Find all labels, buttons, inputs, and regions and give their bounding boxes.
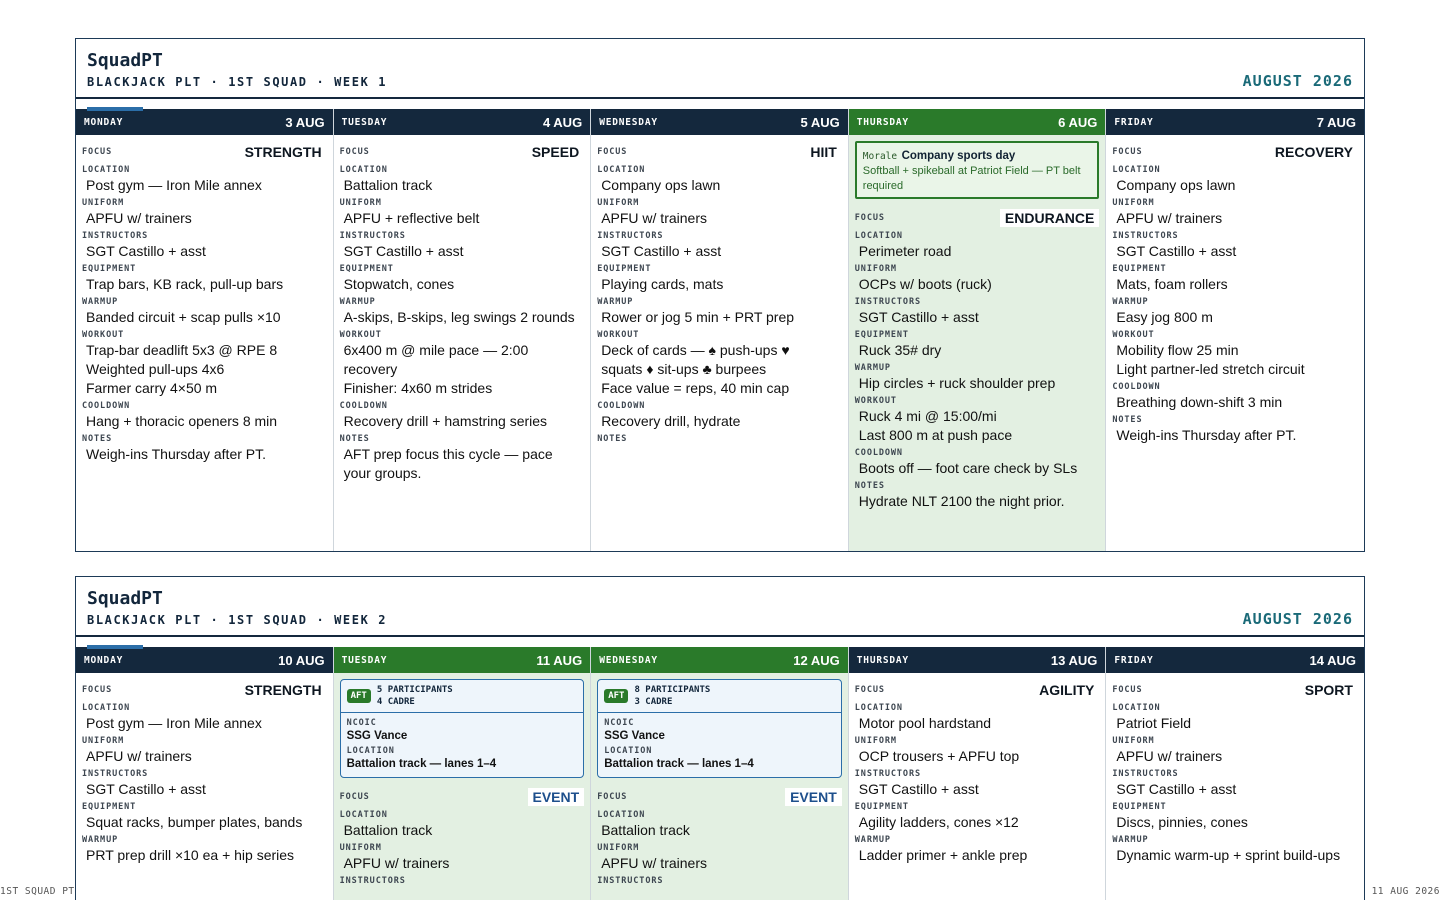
instructors-value: SGT Castillo + asst <box>601 243 722 259</box>
location-label: LOCATION <box>82 703 131 713</box>
day-date: 11 AUG <box>536 652 583 668</box>
workout-line: squats ♦ sit-ups ♣ burpees <box>601 361 767 377</box>
uniform-value: APFU w/ trainers <box>1116 210 1223 226</box>
workout-line: Last 800 m at push pace <box>858 427 1013 443</box>
cooldown-value: Breathing down-shift 3 min <box>1116 394 1283 410</box>
uniform-value: APFU + reflective belt <box>343 210 480 226</box>
uniform-label: UNIFORM <box>339 843 382 853</box>
day-header <box>334 647 591 673</box>
equipment-value: Agility ladders, cones ×12 <box>858 814 1019 830</box>
location-label: LOCATION <box>854 703 903 713</box>
instructors-value: SGT Castillo + asst <box>858 309 979 325</box>
warmup-label: WARMUP <box>1112 835 1149 845</box>
day-column-wednesday[interactable] <box>591 109 849 551</box>
workout-label: WORKOUT <box>854 396 897 406</box>
cooldown-value: Recovery drill, hydrate <box>601 413 741 429</box>
warmup-label: WARMUP <box>854 363 891 373</box>
ncoic-value: SSG Vance <box>346 730 408 742</box>
instructors-label: INSTRUCTORS <box>1112 231 1179 241</box>
equipment-label: EQUIPMENT <box>1112 264 1167 274</box>
cooldown-label: COOLDOWN <box>82 401 131 411</box>
day-column-monday[interactable] <box>76 647 334 900</box>
cooldown-label: COOLDOWN <box>1112 382 1161 392</box>
workout-line: Finisher: 4x60 m strides <box>343 380 493 396</box>
uniform-value: APFU w/ trainers <box>86 748 192 764</box>
day-header <box>76 647 333 673</box>
focus-row <box>597 786 842 807</box>
equipment-label: EQUIPMENT <box>82 264 137 274</box>
equipment-label: EQUIPMENT <box>854 330 909 340</box>
location-value: Perimeter road <box>858 243 952 259</box>
week-subtitle: BLACKJACK PLT · 1ST SQUAD · WEEK 1 <box>87 75 388 89</box>
workout-line: Light partner-led stretch circuit <box>1116 361 1305 377</box>
morale-event-card[interactable] <box>855 141 1100 199</box>
day-date: 12 AUG <box>793 652 840 668</box>
focus-row <box>597 141 842 162</box>
day-date: 10 AUG <box>278 652 325 668</box>
cadre-count: 4 CADRE <box>376 697 415 707</box>
location-value: Battalion track <box>601 822 690 838</box>
week-header <box>76 577 1364 637</box>
workout-line: Mobility flow 25 min <box>1116 342 1239 358</box>
focus-value: AGILITY <box>1039 681 1095 698</box>
warmup-value: Rower or jog 5 min + PRT prep <box>601 309 795 325</box>
footer-date: 11 AUG 2026 <box>1371 886 1440 897</box>
day-name: FRIDAY <box>1114 654 1154 666</box>
uniform-label: UNIFORM <box>854 264 897 274</box>
instructors-label: INSTRUCTORS <box>1112 769 1179 779</box>
day-date: 7 AUG <box>1316 114 1356 130</box>
cooldown-value: Hang + thoracic openers 8 min <box>86 413 278 429</box>
instructors-label: INSTRUCTORS <box>339 231 406 241</box>
week-accent-bar <box>87 645 143 649</box>
equipment-value: Playing cards, mats <box>601 276 724 292</box>
location-label: LOCATION <box>339 810 388 820</box>
focus-row <box>1112 679 1358 700</box>
day-header <box>1106 647 1364 673</box>
day-column-thursday[interactable] <box>849 647 1107 900</box>
equipment-value: Discs, pinnies, cones <box>1116 814 1248 830</box>
day-header <box>76 109 333 135</box>
app-title: SquadPT <box>87 50 163 71</box>
instructors-label: INSTRUCTORS <box>854 769 921 779</box>
warmup-value: PRT prep drill ×10 ea + hip series <box>86 847 295 863</box>
day-column-friday[interactable] <box>1106 647 1364 900</box>
focus-label: FOCUS <box>597 146 628 157</box>
day-header <box>591 647 848 673</box>
warmup-value: Easy jog 800 m <box>1116 309 1213 325</box>
aft-event-card[interactable] <box>597 679 842 778</box>
week-card-1 <box>75 38 1365 552</box>
morale-description: Softball + spikeball at Patriot Field — PT belt required <box>862 165 1081 192</box>
instructors-label: INSTRUCTORS <box>597 876 664 886</box>
instructors-value: SGT Castillo + asst <box>343 243 464 259</box>
instructors-value: SGT Castillo + asst <box>1116 781 1237 797</box>
focus-label: FOCUS <box>597 791 628 802</box>
ncoic-value: SSG Vance <box>604 730 665 742</box>
aft-event-card[interactable] <box>340 679 585 778</box>
warmup-label: WARMUP <box>854 835 891 845</box>
cooldown-value: Recovery drill + hamstring series <box>343 413 548 429</box>
equipment-value: Trap bars, KB rack, pull-up bars <box>86 276 284 292</box>
focus-row <box>855 207 1100 228</box>
notes-label: NOTES <box>1112 415 1143 425</box>
week-accent-bar <box>87 107 143 111</box>
uniform-value: APFU w/ trainers <box>86 210 192 226</box>
day-name: WEDNESDAY <box>599 654 658 666</box>
day-date: 13 AUG <box>1050 652 1098 668</box>
focus-row <box>340 141 585 162</box>
workout-line: recovery <box>343 361 398 377</box>
warmup-value: A-skips, B-skips, leg swings 2 rounds <box>343 309 575 325</box>
notes-line: Weigh-ins Thursday after PT. <box>86 446 267 462</box>
cooldown-value: Boots off — foot care check by SLs <box>858 460 1078 476</box>
equipment-value: Squat racks, bumper plates, bands <box>86 814 303 830</box>
day-name: TUESDAY <box>341 116 388 128</box>
day-column-friday[interactable] <box>1106 109 1364 551</box>
uniform-label: UNIFORM <box>82 198 125 208</box>
aft-location-label: LOCATION <box>604 746 653 756</box>
day-date: 5 AUG <box>800 114 840 130</box>
day-date: 6 AUG <box>1058 114 1098 130</box>
equipment-value: Mats, foam rollers <box>1116 276 1228 292</box>
day-date: 3 AUG <box>285 114 325 130</box>
location-label: LOCATION <box>854 231 903 241</box>
day-header <box>849 647 1106 673</box>
workout-line: 6x400 m @ mile pace — 2:00 <box>343 342 529 358</box>
uniform-value: APFU w/ trainers <box>343 855 450 871</box>
warmup-label: WARMUP <box>1112 297 1149 307</box>
notes-line: Weigh-ins Thursday after PT. <box>1116 427 1297 443</box>
workout-line: Farmer carry 4×50 m <box>86 380 218 396</box>
day-name: WEDNESDAY <box>599 116 658 128</box>
focus-label: FOCUS <box>82 684 113 695</box>
day-header <box>1106 109 1364 135</box>
focus-value: RECOVERY <box>1274 143 1353 160</box>
location-value: Motor pool hardstand <box>858 715 992 731</box>
notes-label: NOTES <box>854 481 885 491</box>
location-value: Battalion track <box>343 822 433 838</box>
workout-label: WORKOUT <box>82 330 125 340</box>
warmup-value: Dynamic warm-up + sprint build-ups <box>1116 847 1341 863</box>
day-name: MONDAY <box>84 654 124 666</box>
aft-location-value: Battalion track — lanes 1–4 <box>346 758 497 770</box>
focus-label: FOCUS <box>339 146 370 157</box>
uniform-label: UNIFORM <box>854 736 897 746</box>
focus-value: SPEED <box>531 143 580 160</box>
notes-line: your groups. <box>343 465 422 481</box>
location-value: Post gym — Iron Mile annex <box>86 715 262 731</box>
workout-label: WORKOUT <box>1112 330 1155 340</box>
location-label: LOCATION <box>82 165 131 175</box>
focus-value: SPORT <box>1304 681 1353 698</box>
focus-value: ENDURANCE <box>1000 209 1099 227</box>
location-value: Patriot Field <box>1116 715 1192 731</box>
location-label: LOCATION <box>1112 703 1161 713</box>
warmup-label: WARMUP <box>597 297 634 307</box>
focus-label: FOCUS <box>82 146 113 157</box>
workout-label: WORKOUT <box>339 330 382 340</box>
day-name: FRIDAY <box>1114 116 1154 128</box>
aft-location-value: Battalion track — lanes 1–4 <box>604 758 754 770</box>
uniform-value: APFU w/ trainers <box>601 210 707 226</box>
warmup-label: WARMUP <box>82 835 119 845</box>
workout-line: Deck of cards — ♠ push-ups ♥ <box>601 342 790 358</box>
focus-value: STRENGTH <box>244 681 322 698</box>
focus-row <box>855 679 1100 700</box>
focus-label: FOCUS <box>1112 146 1143 157</box>
day-column-wednesday[interactable] <box>591 647 849 900</box>
location-value: Company ops lawn <box>1116 177 1236 193</box>
equipment-label: EQUIPMENT <box>854 802 909 812</box>
focus-value: EVENT <box>528 788 585 806</box>
instructors-label: INSTRUCTORS <box>82 231 149 241</box>
uniform-value: APFU w/ trainers <box>1116 748 1223 764</box>
day-name: MONDAY <box>84 116 124 128</box>
day-header <box>849 109 1106 135</box>
week-subtitle: BLACKJACK PLT · 1ST SQUAD · WEEK 2 <box>87 613 388 627</box>
location-label: LOCATION <box>1112 165 1161 175</box>
cooldown-label: COOLDOWN <box>854 448 903 458</box>
aft-location-label: LOCATION <box>346 746 395 756</box>
morale-title: Company sports day <box>901 150 1016 162</box>
location-value: Battalion track <box>343 177 433 193</box>
equipment-value: Stopwatch, cones <box>343 276 455 292</box>
focus-label: FOCUS <box>854 212 885 223</box>
day-column-tuesday[interactable] <box>334 109 592 551</box>
warmup-value: Hip circles + ruck shoulder prep <box>858 375 1056 391</box>
instructors-value: SGT Castillo + asst <box>1116 243 1237 259</box>
day-header <box>591 109 848 135</box>
workout-label: WORKOUT <box>597 330 640 340</box>
ncoic-label: NCOIC <box>604 718 635 728</box>
uniform-label: UNIFORM <box>1112 736 1155 746</box>
workout-line: Weighted pull-ups 4x6 <box>86 361 225 377</box>
focus-row <box>340 786 585 807</box>
instructors-value: SGT Castillo + asst <box>86 781 206 797</box>
warmup-label: WARMUP <box>82 297 119 307</box>
instructors-value: SGT Castillo + asst <box>86 243 206 259</box>
month-label: AUGUST 2026 <box>1242 72 1353 90</box>
day-name: THURSDAY <box>856 116 909 128</box>
notes-label: NOTES <box>82 434 113 444</box>
aft-badge: AFT <box>347 689 371 703</box>
week-header <box>76 39 1364 99</box>
warmup-label: WARMUP <box>339 297 376 307</box>
participants-count: 5 PARTICIPANTS <box>376 685 453 695</box>
location-value: Company ops lawn <box>601 177 721 193</box>
uniform-label: UNIFORM <box>82 736 125 746</box>
day-columns <box>76 109 1364 551</box>
workout-line: Trap-bar deadlift 5x3 @ RPE 8 <box>86 342 278 358</box>
day-date: 14 AUG <box>1309 652 1356 668</box>
participants-count: 8 PARTICIPANTS <box>634 685 711 695</box>
app-title: SquadPT <box>87 588 163 609</box>
location-label: LOCATION <box>597 810 646 820</box>
uniform-value: OCP trousers + APFU top <box>858 748 1020 764</box>
cadre-count: 3 CADRE <box>634 697 673 707</box>
uniform-label: UNIFORM <box>1112 198 1155 208</box>
notes-line: AFT prep focus this cycle — pace <box>343 446 553 462</box>
cooldown-label: COOLDOWN <box>339 401 388 411</box>
uniform-value: OCPs w/ boots (ruck) <box>858 276 992 292</box>
instructors-label: INSTRUCTORS <box>339 876 406 886</box>
day-name: THURSDAY <box>856 654 909 666</box>
ncoic-label: NCOIC <box>346 718 377 728</box>
focus-row <box>1112 141 1358 162</box>
equipment-label: EQUIPMENT <box>1112 802 1167 812</box>
focus-value: EVENT <box>785 788 842 806</box>
equipment-value: Ruck 35# dry <box>858 342 942 358</box>
day-column-thursday[interactable] <box>849 109 1107 551</box>
uniform-label: UNIFORM <box>339 198 382 208</box>
warmup-value: Ladder primer + ankle prep <box>858 847 1028 863</box>
workout-line: Ruck 4 mi @ 15:00/mi <box>858 408 997 424</box>
instructors-label: INSTRUCTORS <box>597 231 664 241</box>
focus-row <box>82 679 327 700</box>
uniform-label: UNIFORM <box>597 198 640 208</box>
warmup-value: Banded circuit + scap pulls ×10 <box>86 309 281 325</box>
instructors-label: INSTRUCTORS <box>82 769 149 779</box>
focus-value: HIIT <box>810 143 837 160</box>
equipment-label: EQUIPMENT <box>597 264 652 274</box>
day-name: TUESDAY <box>341 654 388 666</box>
notes-label: NOTES <box>597 434 628 444</box>
day-column-tuesday[interactable] <box>334 647 592 900</box>
instructors-label: INSTRUCTORS <box>854 297 921 307</box>
day-columns <box>76 647 1364 900</box>
focus-label: FOCUS <box>339 791 370 802</box>
day-date: 4 AUG <box>542 114 583 130</box>
notes-line: Hydrate NLT 2100 the night prior. <box>858 493 1065 509</box>
notes-label: NOTES <box>339 434 370 444</box>
focus-label: FOCUS <box>854 684 885 695</box>
focus-label: FOCUS <box>1112 684 1143 695</box>
morale-tag: Morale <box>862 151 898 162</box>
day-header <box>334 109 591 135</box>
equipment-label: EQUIPMENT <box>82 802 137 812</box>
location-label: LOCATION <box>339 165 388 175</box>
month-label: AUGUST 2026 <box>1242 610 1353 628</box>
footer-left-label: 1ST SQUAD PT <box>0 886 75 897</box>
cooldown-label: COOLDOWN <box>597 401 646 411</box>
equipment-label: EQUIPMENT <box>339 264 394 274</box>
focus-value: STRENGTH <box>244 143 322 160</box>
location-value: Post gym — Iron Mile annex <box>86 177 262 193</box>
location-label: LOCATION <box>597 165 646 175</box>
workout-line: Face value = reps, 40 min cap <box>601 380 790 396</box>
uniform-label: UNIFORM <box>597 843 640 853</box>
focus-row <box>82 141 327 162</box>
instructors-value: SGT Castillo + asst <box>858 781 979 797</box>
day-column-monday[interactable] <box>76 109 334 551</box>
week-card-2 <box>75 576 1365 900</box>
aft-badge: AFT <box>604 689 628 703</box>
uniform-value: APFU w/ trainers <box>601 855 707 871</box>
